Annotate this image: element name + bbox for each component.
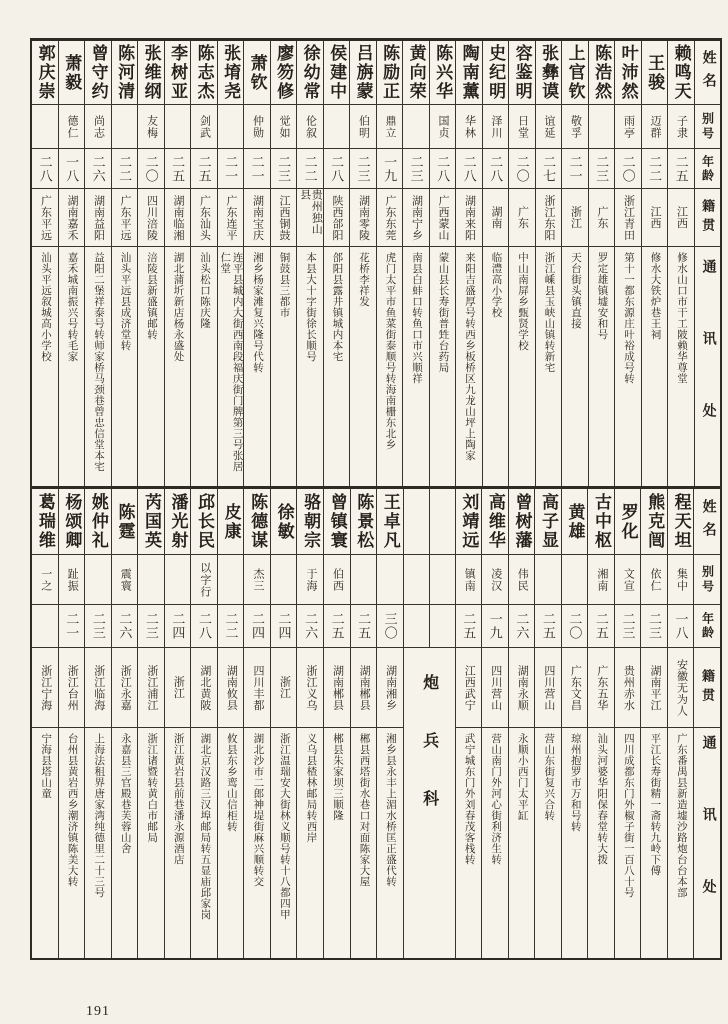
entry-age: 二三 <box>143 612 159 640</box>
entry-alias: 日堂 <box>516 114 529 139</box>
entry-alias: 伟民 <box>516 567 529 592</box>
entry-name: 刘靖远 <box>459 493 479 550</box>
entry-column <box>137 489 164 958</box>
entry-name: 李树亚 <box>168 44 188 101</box>
entry-name: 徐幼常 <box>300 44 320 101</box>
entry-origin: 广东 <box>596 206 609 229</box>
entry-origin: 湖南益阳 <box>92 194 105 241</box>
entry-name: 陈霆 <box>115 502 135 541</box>
entry-column <box>58 41 85 486</box>
entry-address: 郃阳县露井镇城内本宅 <box>331 252 343 362</box>
entry-alias: 震寰 <box>119 567 132 592</box>
entry-origin: 贵州独山县 <box>298 189 323 235</box>
entry-age: 一八 <box>64 154 80 183</box>
entry-alias: 国贞 <box>437 114 450 139</box>
header-address: 通讯处 <box>700 735 716 951</box>
entry-column <box>58 489 85 958</box>
entry-alias: 谊延 <box>543 114 556 139</box>
entry-age: 二五 <box>196 154 212 183</box>
entry-alias: 剑武 <box>198 114 211 139</box>
header-name: 姓名 <box>694 489 720 555</box>
entry-address: 修水大铁炉巷王祠 <box>649 252 661 340</box>
entry-name: 皮康 <box>221 502 241 541</box>
entry-age: 二一 <box>64 612 80 640</box>
entry-origin: 浙江 <box>569 206 582 229</box>
entry-address: 湘乡县永丰上湄水桥匡正盛代转 <box>385 733 397 887</box>
entry-address: 汕头松口陈庆隆 <box>198 252 210 329</box>
entry-origin: 湖南临湘 <box>172 194 185 241</box>
entry-name: 黄向荣 <box>406 44 426 101</box>
entry-origin: 湖南嘉禾 <box>66 194 79 241</box>
entry-column <box>481 489 508 958</box>
entry-column <box>614 489 641 958</box>
entry-name: 曾镇寰 <box>327 493 347 550</box>
entry-age: 二三 <box>646 612 662 640</box>
entry-origin: 浙江宁海 <box>39 664 52 711</box>
entry-age: 二六 <box>117 612 133 640</box>
entry-address: 永顺小西门太平缸 <box>516 733 528 821</box>
entry-column <box>508 41 535 486</box>
entry-column <box>84 489 111 958</box>
entry-column <box>190 41 217 486</box>
entry-name: 陈志杰 <box>194 44 214 101</box>
entry-name: 邱长民 <box>195 493 215 550</box>
entry-age: 二五 <box>673 154 689 183</box>
entry-name: 高维华 <box>485 493 505 550</box>
entry-column <box>323 41 350 486</box>
entry-origin: 浙江 <box>278 676 291 699</box>
entry-address: 郴县西塔街水巷口对面陈家大屋 <box>358 733 370 887</box>
entry-address: 益阳二堡祥泰号转师家桥马颈巷曾忠信堂本宅 <box>92 252 104 472</box>
entry-age: 二四 <box>276 612 292 640</box>
entry-name: 曾树藩 <box>512 493 532 550</box>
entry-alias: 一之 <box>39 567 52 592</box>
entry-address: 浙江温瑞安大街林义顺号转十八都四甲 <box>278 733 290 920</box>
entry-address: 汕头平远县成济堂转 <box>119 252 131 351</box>
entry-address: 花桥李祥发 <box>357 252 369 307</box>
entry-column <box>137 41 164 486</box>
entry-name: 叶沛然 <box>618 44 638 101</box>
entry-alias: 于海 <box>305 567 318 592</box>
entry-name: 陈浩然 <box>592 44 612 101</box>
entry-origin: 安徽无为人 <box>675 658 688 717</box>
entry-age: 一九 <box>487 612 503 640</box>
entry-column <box>667 41 694 486</box>
entry-origin: 江西 <box>675 206 688 229</box>
entry-name: 吕旃蒙 <box>353 44 373 101</box>
entry-name: 史纪明 <box>486 44 506 101</box>
entry-address: 临澧高小学校 <box>490 252 502 318</box>
header-name: 姓名 <box>695 41 721 105</box>
entry-address: 本县大十字街徐长顺号 <box>304 252 316 362</box>
entry-column <box>190 489 217 958</box>
entry-address: 广东番禺县新造墟沙路炮台台本部 <box>675 733 687 898</box>
entry-origin: 江西 <box>649 206 662 229</box>
entry-alias: 迈群 <box>649 114 662 139</box>
entry-alias: 伦叙 <box>304 114 317 139</box>
entry-age: 一九 <box>382 154 398 183</box>
entry-column <box>508 489 535 958</box>
entry-name: 骆朝宗 <box>301 493 321 550</box>
entry-column <box>535 41 562 486</box>
entry-column <box>349 41 376 486</box>
entry-origin: 陕西郃阳 <box>331 194 344 241</box>
entry-name: 徐敏 <box>274 502 294 541</box>
entry-name: 王卓凡 <box>380 493 400 550</box>
entry-age: 二一 <box>249 154 265 183</box>
entry-origin: 浙江义乌 <box>305 664 318 711</box>
header-alias: 别号 <box>694 555 720 605</box>
entry-address: 涪陵县新盛镇邮转 <box>145 252 157 340</box>
entry-origin: 广西蒙山 <box>437 194 450 241</box>
entry-address: 罗定雄镇墟安和号 <box>596 252 608 340</box>
entry-address: 琼州抱罗市万和号转 <box>569 733 581 832</box>
entry-age: 二五 <box>170 154 186 183</box>
entry-address: 湖北京汉路三汉埠邮局转五显庙邱家岗 <box>199 733 211 920</box>
entry-name: 萧毅 <box>62 53 82 92</box>
entry-origin: 贵州赤水 <box>622 664 635 711</box>
entry-alias: 敬孚 <box>569 114 582 139</box>
entry-age: 二五 <box>461 612 477 640</box>
entry-age: 二八 <box>37 154 53 183</box>
entry-column <box>534 489 561 958</box>
entry-column <box>455 41 482 486</box>
entry-age: 二八 <box>488 154 504 183</box>
entry-column <box>296 41 323 486</box>
entry-origin: 浙江浦江 <box>145 664 158 711</box>
entry-address: 武宁城东门外刘春茂客栈转 <box>463 733 475 865</box>
entry-age: 二二 <box>647 154 663 183</box>
entry-address: 中山南屏乡甄贤学校 <box>516 252 528 351</box>
divider-empty-cell <box>404 605 455 648</box>
entry-origin: 湖南宁乡 <box>410 194 423 241</box>
entry-name: 廖笏修 <box>274 44 294 101</box>
entry-age: 二六 <box>90 154 106 183</box>
entry-address: 汕头平远叙城高小学校 <box>39 252 51 362</box>
entry-age: 二〇 <box>514 154 530 183</box>
header-column-top <box>694 41 721 486</box>
entry-origin: 广东平远 <box>119 194 132 241</box>
entry-origin: 江西武宁 <box>463 664 476 711</box>
entry-origin: 湖南攸县 <box>225 664 238 711</box>
entry-name: 郭庆崇 <box>35 44 55 101</box>
entry-column <box>376 489 403 958</box>
entry-column <box>32 41 58 486</box>
entry-address: 南县白蚌口转鱼口市兴顺祥 <box>410 252 422 384</box>
entry-origin: 广东 <box>516 206 529 229</box>
entry-name: 罗化 <box>618 502 638 541</box>
entry-column <box>640 489 667 958</box>
entry-address: 虎门太平市鱼菜街泰顺号转海南栅东北乡 <box>384 252 396 450</box>
entry-name: 陈励正 <box>380 44 400 101</box>
entry-column <box>217 489 244 958</box>
entry-address: 浙江嵊县玉峡山镇转新宅 <box>543 252 555 373</box>
entry-alias: 以字行 <box>198 561 211 598</box>
entry-origin: 湖南永顺 <box>516 664 529 711</box>
entry-origin: 湖南平江 <box>648 664 661 711</box>
entry-address: 郴县朱家坝三顺隆 <box>331 733 343 821</box>
entry-column <box>111 489 138 958</box>
entry-age: 二二 <box>117 154 133 183</box>
entry-address: 第十一都东源庄叶裕成号转 <box>622 252 634 384</box>
entry-age: 二〇 <box>143 154 159 183</box>
entry-origin: 湖南湘乡 <box>384 664 397 711</box>
entry-origin: 浙江临海 <box>92 664 105 711</box>
entry-column <box>614 41 641 486</box>
entry-name: 赖鸣天 <box>671 44 691 101</box>
entry-age: 二五 <box>540 612 556 640</box>
entry-alias: 湘南 <box>595 567 608 592</box>
scanned-page <box>30 38 722 1019</box>
divider-empty-cell <box>404 489 455 555</box>
directory-table-bottom <box>30 488 722 960</box>
entry-age: 二八 <box>435 154 451 183</box>
entry-name: 程天坦 <box>671 493 691 550</box>
entry-name: 陈兴华 <box>433 44 453 101</box>
entry-name: 姚仲礼 <box>88 493 108 550</box>
entry-address: 湖北沙市二郎神堤街麻兴顺转交 <box>252 733 264 887</box>
entry-origin: 广东五华 <box>595 664 608 711</box>
entry-age: 二八 <box>461 154 477 183</box>
header-alias: 别号 <box>695 105 721 149</box>
entry-age: 二三 <box>594 154 610 183</box>
entry-origin: 四川营山 <box>542 664 555 711</box>
entry-age: 二一 <box>567 154 583 183</box>
entry-origin: 湖南 <box>490 206 503 229</box>
entry-column <box>561 489 588 958</box>
entry-address: 永嘉县三官殿巷芙蓉山舍 <box>119 733 131 854</box>
entry-column <box>588 41 615 486</box>
entry-alias: 泽川 <box>490 114 503 139</box>
directory-table-top <box>30 38 722 488</box>
entry-column <box>243 41 270 486</box>
entry-address: 蒙山县长寿街普甡台药局 <box>437 252 449 373</box>
entry-name: 熊克闿 <box>645 493 665 550</box>
entry-name: 萧钦 <box>247 53 267 92</box>
entry-alias: 友梅 <box>145 114 158 139</box>
page-number: 191 <box>86 1004 110 1019</box>
entry-address: 浙江黄岩县前巷潘永源酒店 <box>172 733 184 865</box>
entry-address: 铜鼓县三都市 <box>278 252 290 318</box>
entry-alias: 伯明 <box>357 114 370 139</box>
entry-age: 二三 <box>620 612 636 640</box>
entry-alias: 德仁 <box>66 114 79 139</box>
section-label-cell <box>404 648 455 958</box>
entry-name: 上官钦 <box>565 44 585 101</box>
entry-age: 二三 <box>90 612 106 640</box>
entry-alias: 集中 <box>675 567 688 592</box>
entry-age: 二二 <box>223 612 239 640</box>
entry-column <box>296 489 323 958</box>
entry-address: 嘉禾城南振兴号转毛家 <box>66 252 78 362</box>
entry-column <box>270 489 297 958</box>
entry-column <box>243 489 270 958</box>
entry-alias: 镇南 <box>463 567 476 592</box>
entry-address: 营山南门外河心街利济生转 <box>490 733 502 865</box>
entry-column <box>217 41 244 486</box>
entry-age: 二六 <box>303 612 319 640</box>
entry-origin: 湖南来阳 <box>463 194 476 241</box>
entry-name: 葛瑞维 <box>35 493 55 550</box>
entry-name: 芮国英 <box>141 493 161 550</box>
entry-name: 陈德谋 <box>248 493 268 550</box>
entry-origin: 湖南宝庆 <box>251 194 264 241</box>
entry-origin: 广东汕头 <box>198 194 211 241</box>
entry-column <box>323 489 350 958</box>
entry-alias: 华林 <box>463 114 476 139</box>
entry-alias: 杰三 <box>251 567 264 592</box>
entry-address: 攸县东乡鸾山信柜转 <box>225 733 237 832</box>
header-age: 年龄 <box>695 149 721 189</box>
entry-origin: 四川丰都 <box>251 664 264 711</box>
entry-column <box>164 489 191 958</box>
entry-name: 陈河清 <box>115 44 135 101</box>
entry-name: 古中枢 <box>592 493 612 550</box>
entry-address: 台州县黄岩西乡潮济镇陈美大转 <box>66 733 78 887</box>
entry-column <box>429 41 456 486</box>
divider-empty-cell <box>404 555 455 605</box>
entry-address: 连平县城内大街西南段福庆街门牌第三号张居仁堂 <box>219 252 243 472</box>
entry-age: 二三 <box>355 154 371 183</box>
entry-address: 四川成都东门外椒子街一百八十号 <box>622 733 634 898</box>
entry-name: 张彝谟 <box>539 44 559 101</box>
entry-origin: 湖南郴县 <box>358 664 371 711</box>
entry-origin: 浙江东阳 <box>543 194 556 241</box>
entry-age: 一八 <box>673 612 689 640</box>
entry-column <box>84 41 111 486</box>
entry-age: 二二 <box>302 154 318 183</box>
entry-origin: 浙江青田 <box>622 194 635 241</box>
entry-alias: 凌汉 <box>489 567 502 592</box>
entry-name: 曾守约 <box>88 44 108 101</box>
entry-address: 汕头河婆华阳保春堂转大拨 <box>596 733 608 865</box>
entry-name: 王骏 <box>645 53 665 92</box>
entry-alias: 尚志 <box>92 114 105 139</box>
entry-column <box>561 41 588 486</box>
entry-name: 张堉尧 <box>221 44 241 101</box>
section-label: 炮兵科 <box>420 674 438 848</box>
entry-column <box>376 41 403 486</box>
entry-name: 黄雄 <box>565 502 585 541</box>
entry-alias: 趾振 <box>66 567 79 592</box>
entry-address: 湖北蒲圻新店杨永盛处 <box>172 252 184 362</box>
entry-name: 侯建中 <box>327 44 347 101</box>
entry-origin: 四川营山 <box>489 664 502 711</box>
entry-age: 二五 <box>593 612 609 640</box>
entry-age: 二三 <box>408 154 424 183</box>
entry-age: 二八 <box>329 154 345 183</box>
entry-age: 二五 <box>356 612 372 640</box>
section-divider-column <box>403 489 455 958</box>
entry-alias: 依仁 <box>648 567 661 592</box>
entry-column <box>111 41 138 486</box>
entry-alias: 觉如 <box>278 114 291 139</box>
entry-name: 张维纲 <box>141 44 161 101</box>
entry-age: 二四 <box>170 612 186 640</box>
entry-address: 平江长寿街精一斋转九岭下傅 <box>649 733 661 876</box>
entry-origin: 湖南零陵 <box>357 194 370 241</box>
header-age: 年龄 <box>694 605 720 648</box>
entry-alias: 雨亭 <box>622 114 635 139</box>
entry-address: 义乌县楂林邮局转西岸 <box>305 733 317 843</box>
entry-age: 二八 <box>196 612 212 640</box>
entry-name: 陈景松 <box>354 493 374 550</box>
entry-origin: 浙江台州 <box>66 664 79 711</box>
entry-name: 潘光射 <box>168 493 188 550</box>
entry-age: 二〇 <box>620 154 636 183</box>
entry-name: 杨颂卿 <box>62 493 82 550</box>
entry-address: 营山东街复兴合转 <box>543 733 555 821</box>
entry-address: 上海法租界唐家湾纯德里二十三号 <box>93 733 105 898</box>
entry-column <box>587 489 614 958</box>
entry-column <box>270 41 297 486</box>
entry-origin: 四川涪陵 <box>145 194 158 241</box>
header-origin: 籍贯 <box>694 648 720 728</box>
entry-age: 三〇 <box>382 612 398 640</box>
entry-column <box>164 41 191 486</box>
entry-address: 来阳吉盛厚号转西乡板桥区九龙山坪上陶家 <box>463 252 475 461</box>
entry-column <box>32 489 58 958</box>
entry-origin: 广东文昌 <box>569 664 582 711</box>
entry-alias: 鼎立 <box>384 114 397 139</box>
entry-column <box>350 489 377 958</box>
entry-alias: 子隶 <box>675 114 688 139</box>
header-address: 通讯处 <box>700 258 716 475</box>
entry-age: 二六 <box>514 612 530 640</box>
entry-age: 二五 <box>329 612 345 640</box>
entry-origin: 浙江 <box>172 676 185 699</box>
entry-alias: 伯西 <box>331 567 344 592</box>
entry-origin: 湖北黄陂 <box>198 664 211 711</box>
entry-age: 二四 <box>250 612 265 640</box>
entry-age: 二〇 <box>567 612 583 640</box>
entry-origin: 江西铜鼓 <box>278 194 291 241</box>
entry-name: 陶南薰 <box>459 44 479 101</box>
entry-column <box>455 489 482 958</box>
entry-column <box>641 41 668 486</box>
entry-name: 高子显 <box>538 493 558 550</box>
entry-column <box>667 489 694 958</box>
entry-alias: 文宣 <box>622 567 635 592</box>
entry-age: 二一 <box>223 154 239 183</box>
entry-age: 二七 <box>541 154 557 183</box>
entry-origin: 浙江永嘉 <box>119 664 132 711</box>
entry-name: 容鉴明 <box>512 44 532 101</box>
entry-address: 天台街头镇直接 <box>569 252 581 329</box>
header-origin: 籍贯 <box>695 189 721 247</box>
entry-age: 二三 <box>276 154 292 183</box>
entry-address: 修水山口市干工陂赖华尊堂 <box>675 252 687 384</box>
entry-origin: 广东平远 <box>39 194 52 241</box>
entry-alias: 仲勋 <box>251 114 264 139</box>
entry-origin: 广东连平 <box>225 194 238 241</box>
entry-address: 浙江诸暨转黄白市邮局 <box>146 733 158 843</box>
entry-column <box>402 41 429 486</box>
header-column-bottom <box>693 489 720 958</box>
entry-address: 湘乡杨家滩复兴隆号代转 <box>251 252 263 373</box>
entry-column <box>482 41 509 486</box>
entry-origin: 湖南郴县 <box>331 664 344 711</box>
entry-address: 宁海县塔山童 <box>40 733 52 799</box>
entry-origin: 广东东莞 <box>384 194 397 241</box>
